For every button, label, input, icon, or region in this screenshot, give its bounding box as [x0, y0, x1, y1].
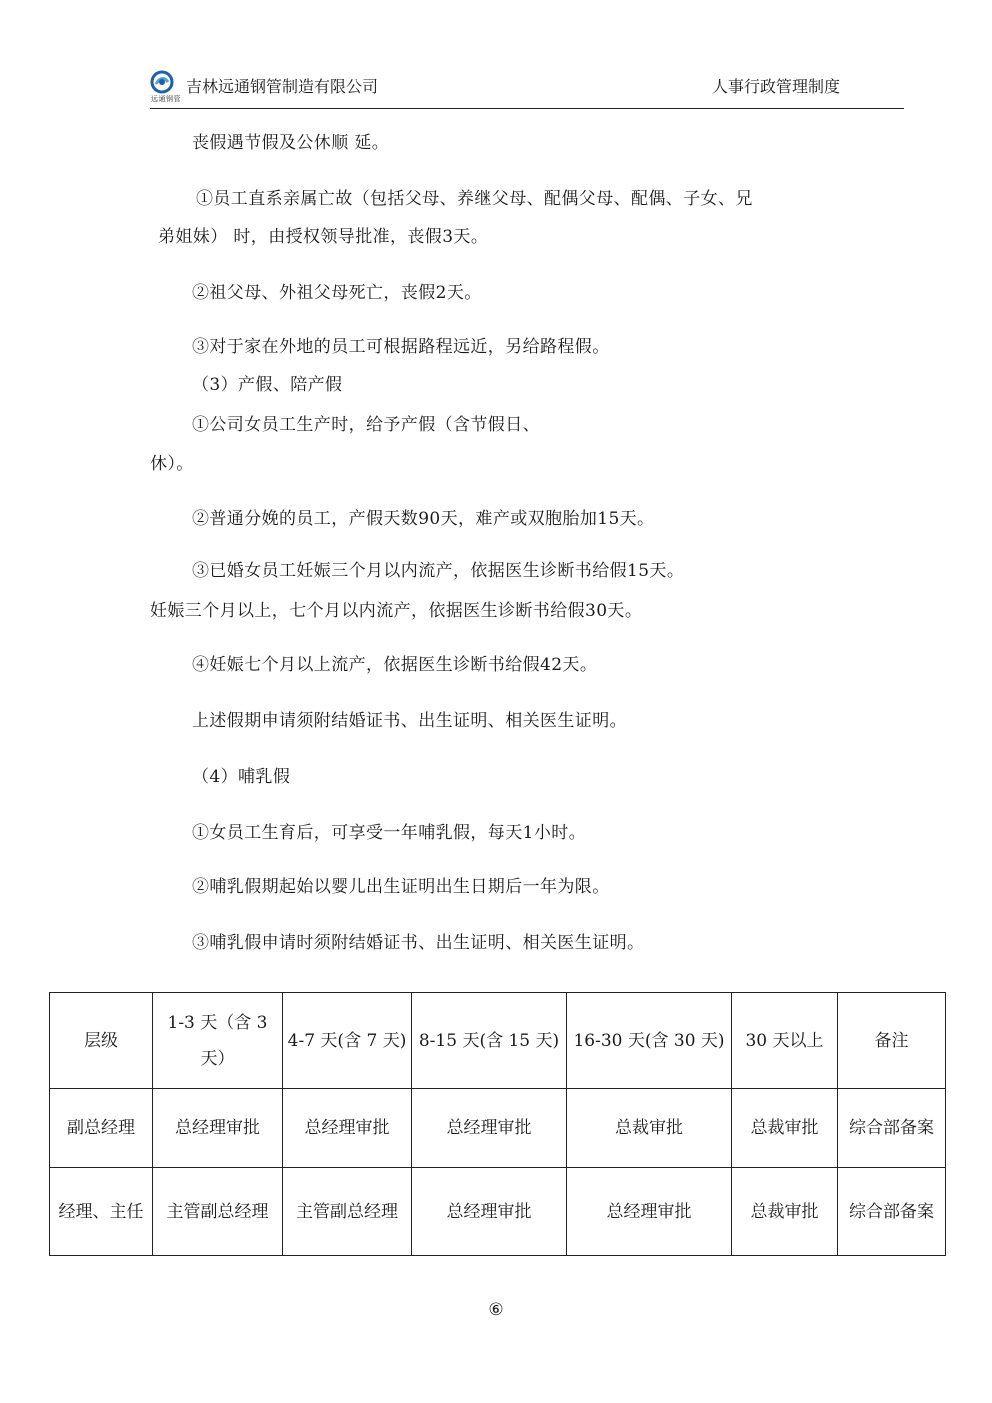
paragraph-line: 休）。 — [150, 454, 194, 474]
paragraph-line: ②祖父母、外祖父母死亡，丧假2天。 — [192, 283, 482, 303]
table-cell: 总经理审批 — [567, 1168, 732, 1256]
table-cell: 总经理审批 — [153, 1089, 283, 1168]
page-number: ⑥ — [488, 1300, 504, 1320]
paragraph-line: ①员工直系亲属亡故（包括父母、养继父母、配偶父母、配偶、子女、兄 — [196, 189, 753, 209]
paragraph-line: ②哺乳假期起始以婴儿出生证明出生日期后一年为限。 — [192, 877, 610, 897]
paragraph-line: 上述假期申请须附结婚证书、出生证明、相关医生证明。 — [192, 711, 627, 731]
table-row — [50, 1089, 946, 1168]
paragraph-line: ①女员工生育后，可享受一年哺乳假，每天1小时。 — [192, 823, 587, 843]
company-name: 吉林远通钢管制造有限公司 — [186, 77, 379, 96]
section-heading: （4）哺乳假 — [192, 767, 291, 787]
table-header-cell: 16-30 天(含 30 天) — [567, 993, 732, 1089]
logo-text: 远通钢管 — [151, 95, 181, 103]
table-header-cell: 4-7 天(含 7 天) — [283, 993, 412, 1089]
table-cell: 总裁审批 — [732, 1089, 838, 1168]
table-cell: 总经理审批 — [412, 1089, 567, 1168]
paragraph-line: ③已婚女员工妊娠三个月以内流产，依据医生诊断书给假15天。 — [192, 561, 685, 581]
paragraph-line: 丧假遇节假及公休顺 延。 — [192, 133, 390, 153]
paragraph-line: 妊娠三个月以上，七个月以内流产，依据医生诊断书给假30天。 — [150, 601, 643, 621]
table-cell: 总经理审批 — [412, 1168, 567, 1256]
table-header-cell: 8-15 天(含 15 天) — [412, 993, 567, 1089]
table-header-row — [50, 993, 946, 1089]
table-cell: 主管副总经理 — [153, 1168, 283, 1256]
table-cell: 总裁审批 — [567, 1089, 732, 1168]
paragraph-line: ③对于家在外地的员工可根据路程远近，另给路程假。 — [192, 337, 610, 357]
page-header — [150, 66, 904, 109]
table-cell: 总经理审批 — [283, 1089, 412, 1168]
table-cell: 副总经理 — [50, 1089, 153, 1168]
table-header-cell: 备注 — [838, 993, 946, 1089]
table-header-cell: 层级 — [50, 993, 153, 1089]
paragraph-line: ③哺乳假申请时须附结婚证书、出生证明、相关医生证明。 — [192, 933, 645, 953]
table-cell: 综合部备案 — [838, 1168, 946, 1256]
paragraph-line: 弟姐妹） 时，由授权领导批准，丧假3天。 — [158, 227, 489, 247]
paragraph-line: ②普通分娩的员工，产假天数90天，难产或双胞胎加15天。 — [192, 509, 655, 529]
document-title: 人事行政管理制度 — [711, 77, 840, 96]
table-header-cell: 1-3 天（含 3 天） — [153, 993, 283, 1089]
table-header-cell: 30 天以上 — [732, 993, 838, 1089]
section-heading: （3）产假、陪产假 — [192, 375, 343, 395]
table-cell: 主管副总经理 — [283, 1168, 412, 1256]
paragraph-line: ①公司女员工生产时，给予产假（含节假日、 — [192, 415, 540, 435]
paragraph-line: ④妊娠七个月以上流产，依据医生诊断书给假42天。 — [192, 655, 598, 675]
table-cell: 经理、主任 — [50, 1168, 153, 1256]
leave-approval-table — [49, 992, 946, 1256]
table-row — [50, 1168, 946, 1256]
table-cell: 综合部备案 — [838, 1089, 946, 1168]
table-cell: 总裁审批 — [732, 1168, 838, 1256]
